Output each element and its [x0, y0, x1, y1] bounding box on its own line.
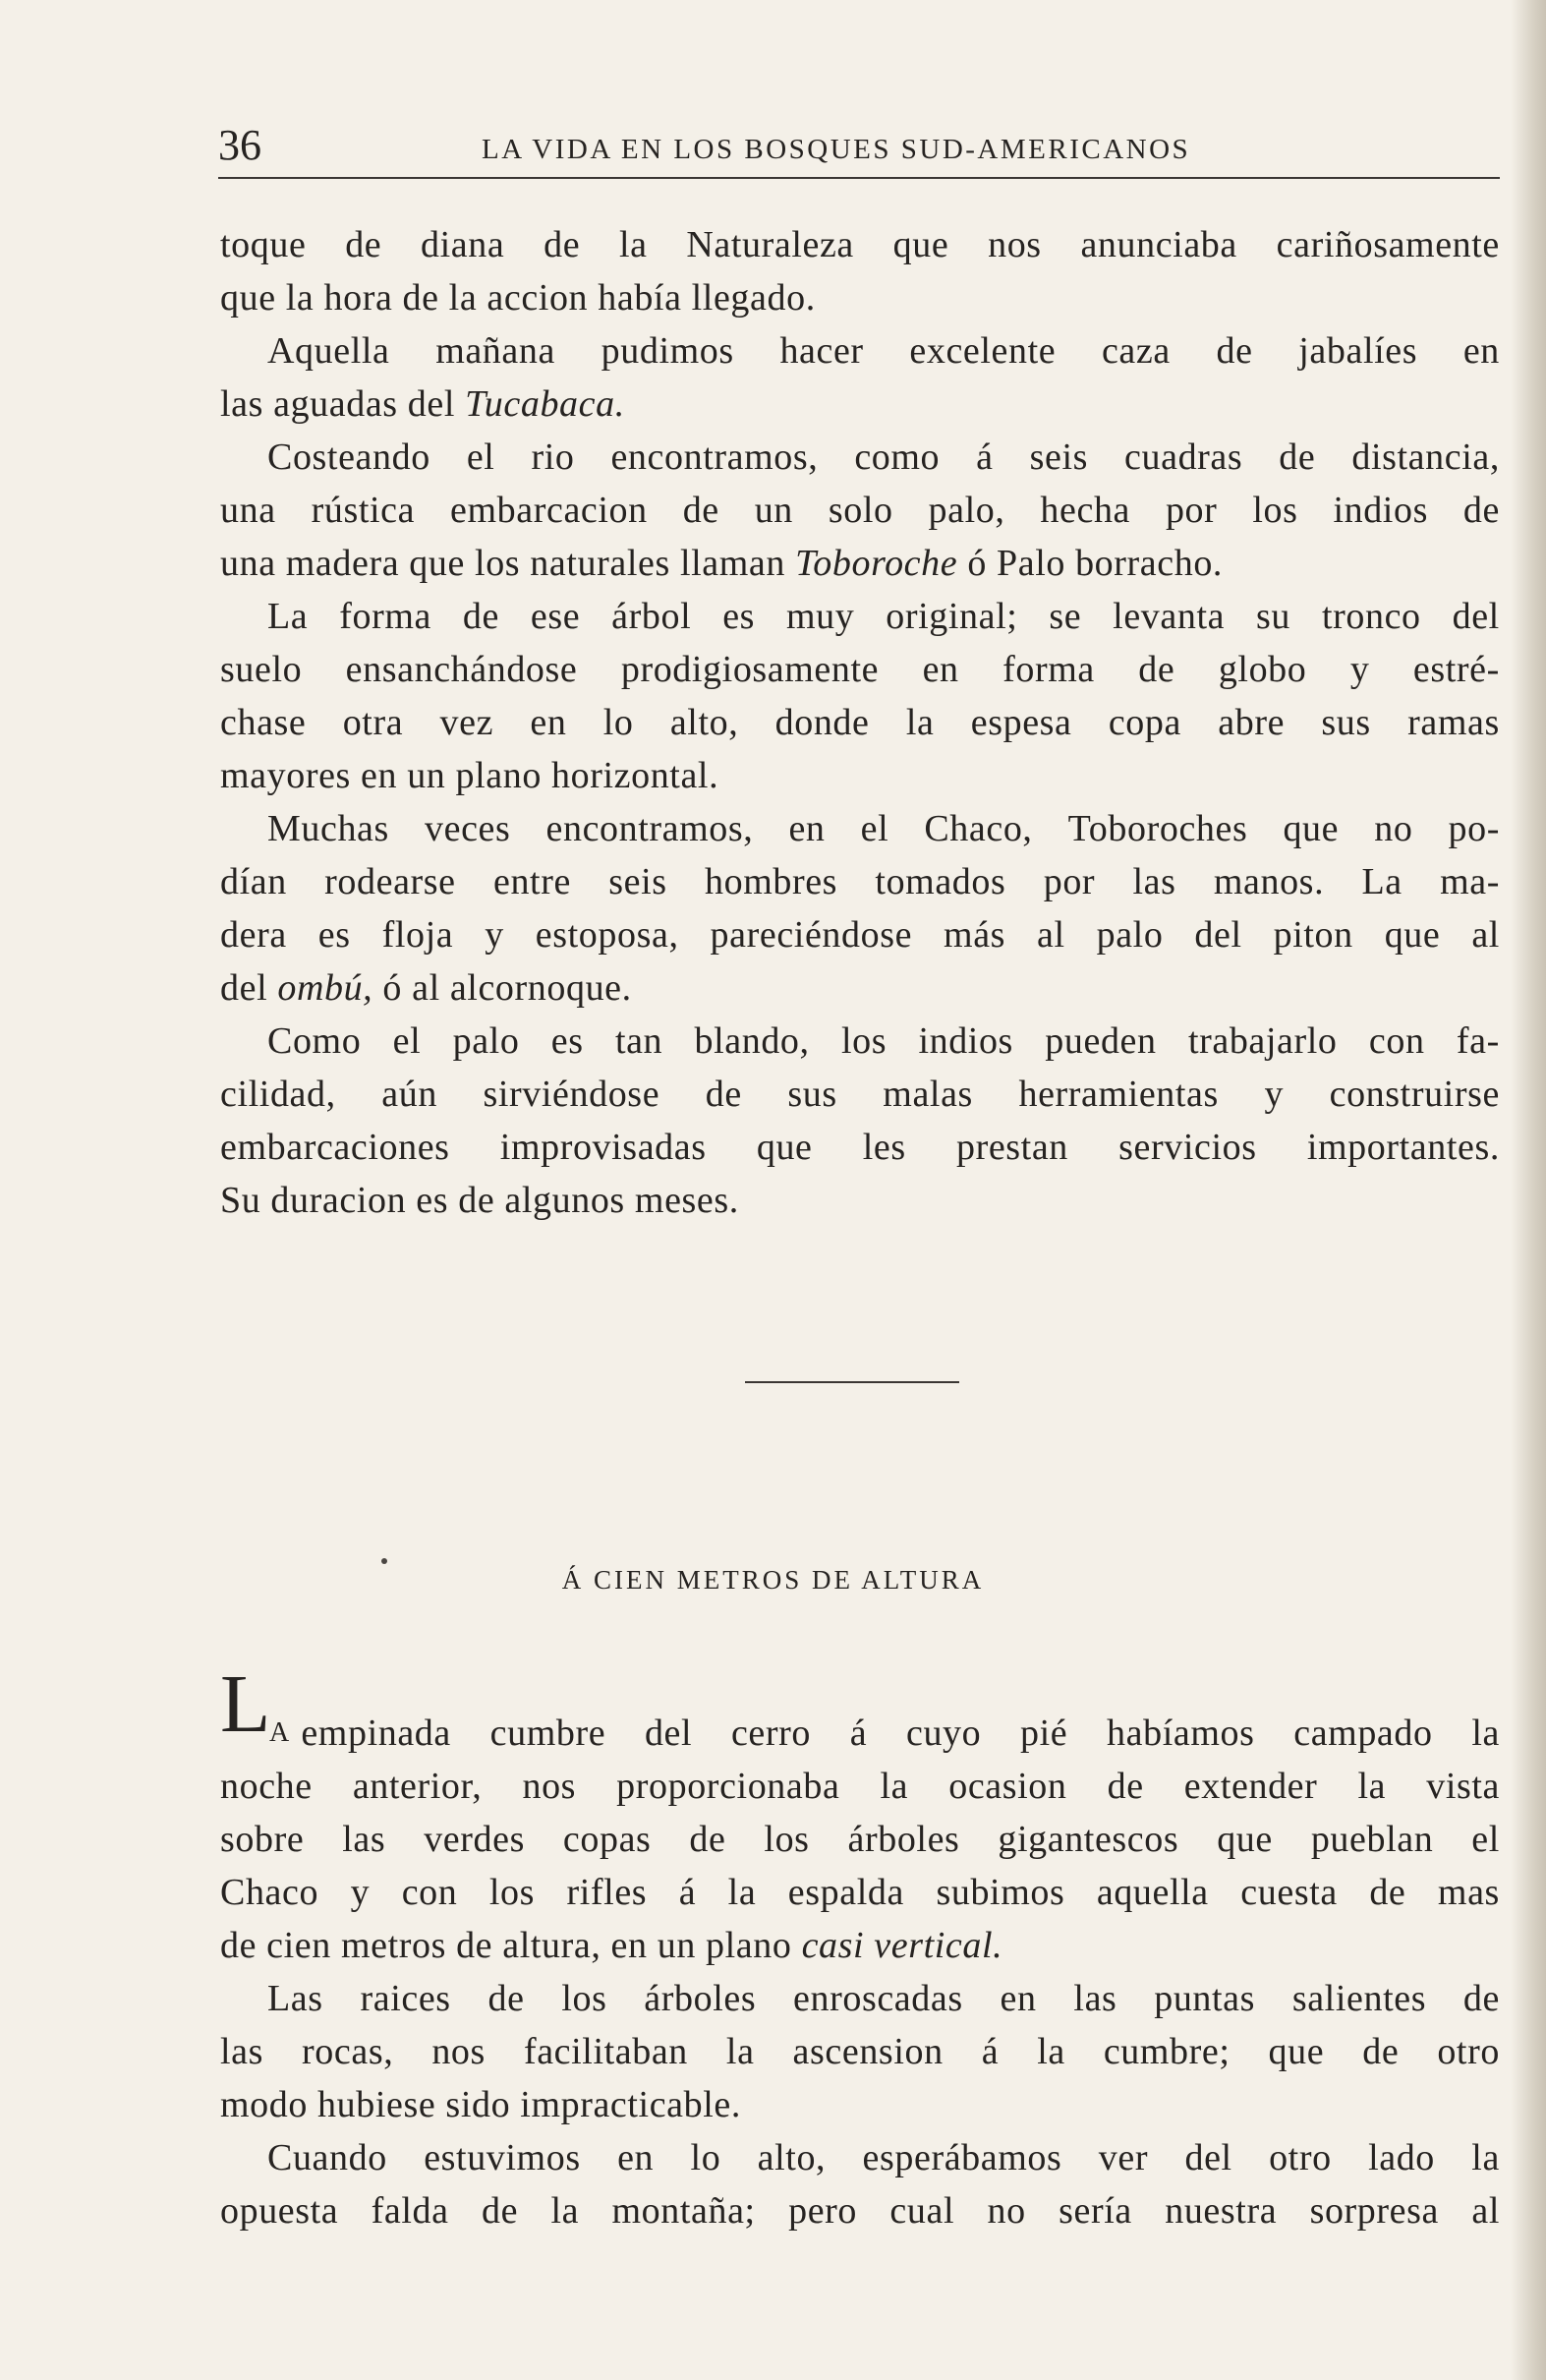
word: no: [987, 2190, 1026, 2232]
section-heading: Á CIEN METROS DE ALTURA: [561, 1565, 985, 1595]
text-line: las aguadas del Tucabaca.: [220, 377, 1500, 431]
word: ensanchándose: [345, 649, 578, 690]
word: globo: [1218, 649, 1307, 690]
word: otra: [342, 702, 404, 743]
word: el: [860, 808, 889, 849]
word: ver: [1098, 2137, 1149, 2178]
word: de: [345, 224, 382, 265]
body-text-section-1: [220, 218, 1500, 1227]
word: su: [1256, 596, 1291, 637]
word: del: [1184, 2137, 1232, 2178]
word: prestan: [955, 1127, 1068, 1168]
word: fa-: [1456, 1020, 1500, 1062]
word: La: [267, 596, 309, 637]
word: por: [1043, 861, 1096, 902]
text-line: [220, 2131, 1500, 2184]
text-line: modo hubiese sido impracticable.: [220, 2084, 741, 2125]
word: original;: [886, 596, 1018, 637]
word: ese: [530, 596, 581, 637]
word: sería: [1059, 2190, 1132, 2232]
word: de: [1279, 436, 1316, 478]
word: hacer: [779, 330, 864, 372]
word: con: [1368, 1020, 1425, 1062]
text-line: [220, 218, 1500, 271]
word: que: [756, 1127, 813, 1168]
word: las: [1132, 861, 1176, 902]
word: tan: [614, 1020, 663, 1062]
word: al: [1471, 914, 1500, 956]
word: forma: [1002, 649, 1095, 690]
word: vez: [439, 702, 494, 743]
word: pudimos: [601, 330, 734, 372]
section-divider: [745, 1381, 959, 1383]
word: rodearse: [324, 861, 456, 902]
word: dían: [220, 861, 287, 902]
word: seis: [608, 861, 667, 902]
word: de: [462, 596, 499, 637]
word: empinada: [301, 1712, 451, 1754]
italic-term: casi vertical.: [801, 1925, 1003, 1966]
word: la: [727, 1872, 757, 1913]
word: floja: [381, 914, 454, 956]
word: cilidad,: [220, 1074, 336, 1115]
word: y: [350, 1872, 371, 1913]
word: de: [1216, 330, 1253, 372]
text-line: [220, 1121, 1500, 1174]
word: de: [682, 490, 719, 531]
text-line: [220, 1866, 1500, 1919]
word: con: [401, 1872, 458, 1913]
italic-term: Tucabaca.: [465, 383, 625, 425]
word: les: [862, 1127, 906, 1168]
word: subimos: [936, 1872, 1065, 1913]
word: abre: [1218, 702, 1286, 743]
word: toque: [220, 224, 307, 265]
word: cuyo: [905, 1712, 982, 1754]
text-line: [220, 1760, 1500, 1813]
word: cual: [889, 2190, 955, 2232]
word: pero: [788, 2190, 858, 2232]
word: y: [1349, 649, 1370, 690]
word: distancia,: [1351, 436, 1500, 478]
word: espesa: [970, 702, 1072, 743]
word: nuestra: [1165, 2190, 1278, 2232]
word: otro: [1437, 2031, 1500, 2072]
word: caza: [1101, 330, 1171, 372]
word: estoposa,: [535, 914, 679, 956]
word: donde: [774, 702, 870, 743]
word: campado: [1293, 1712, 1433, 1754]
word: embarcaciones: [220, 1127, 450, 1168]
word: copas: [562, 1819, 652, 1860]
word: La: [1361, 861, 1403, 902]
word: de: [1362, 2031, 1400, 2072]
word: montaña;: [611, 2190, 756, 2232]
word: del: [1194, 914, 1242, 956]
italic-term: Toboroche: [795, 543, 958, 584]
text-line: de cien metros de altura, en un plano casi vertical.: [220, 1919, 1500, 1972]
word: la: [1471, 1712, 1500, 1754]
word: cuesta: [1240, 1872, 1338, 1913]
word: de: [1107, 1766, 1144, 1807]
word: herramientas: [1018, 1074, 1219, 1115]
page-edge-shadow: [1511, 0, 1546, 2380]
word: Muchas: [267, 808, 389, 849]
word: trabajarlo: [1187, 1020, 1338, 1062]
text-line: [220, 1068, 1500, 1121]
word: ocasion: [948, 1766, 1067, 1807]
word: la: [725, 2031, 755, 2072]
word: del: [644, 1712, 693, 1754]
word: ma-: [1440, 861, 1500, 902]
text-line: [220, 802, 1500, 855]
word: en: [530, 702, 567, 743]
word: lo: [602, 702, 634, 743]
text-line: [220, 1813, 1500, 1866]
word: de: [544, 224, 581, 265]
word: árboles: [847, 1819, 960, 1860]
text-line: que la hora de la accion había llegado.: [220, 277, 816, 319]
word: una: [220, 490, 276, 531]
word: cuadras: [1124, 436, 1243, 478]
word: noche: [220, 1766, 313, 1807]
word: jabalíes: [1298, 330, 1418, 372]
text-line: mayores en un plano horizontal.: [220, 755, 719, 796]
word: salientes: [1291, 1978, 1427, 2019]
word: nos: [522, 1766, 577, 1807]
word: á: [849, 1712, 868, 1754]
word: servicios: [1118, 1127, 1257, 1168]
word: Cuando: [267, 2137, 387, 2178]
word: Naturaleza: [686, 224, 854, 265]
body-text-section-2: [220, 1707, 1500, 2237]
word: que: [1384, 914, 1441, 956]
word: lo: [690, 2137, 721, 2178]
word: extender: [1183, 1766, 1318, 1807]
word: por: [1165, 490, 1218, 531]
word: los: [840, 1020, 888, 1062]
drop-cap: L: [220, 1658, 271, 1750]
word: el: [466, 436, 495, 478]
word: manos.: [1213, 861, 1325, 902]
word: estré-: [1412, 649, 1500, 690]
word: es: [317, 914, 351, 956]
word: sus: [1321, 702, 1371, 743]
small-caps-letter: A: [269, 1717, 292, 1748]
word: espalda: [787, 1872, 904, 1913]
word: la: [1037, 2031, 1065, 2072]
word: rústica: [311, 490, 416, 531]
word: la: [1471, 2137, 1500, 2178]
text-line: [220, 1972, 1500, 2025]
word: esperábamos: [862, 2137, 1062, 2178]
word: indios: [918, 1020, 1013, 1062]
word: pueden: [1045, 1020, 1157, 1062]
word: las: [220, 2031, 264, 2072]
word: la: [618, 224, 648, 265]
word: importantes.: [1306, 1127, 1500, 1168]
word: las: [1073, 1978, 1117, 2019]
word: mas: [1437, 1872, 1500, 1913]
word: opuesta: [220, 2190, 339, 2232]
word: Toboroches: [1067, 808, 1248, 849]
word: los: [1252, 490, 1298, 531]
word: enroscadas: [793, 1978, 963, 2019]
word: á: [981, 2031, 1000, 2072]
word: pareciéndose: [710, 914, 913, 956]
word: más: [944, 914, 1006, 956]
word: los: [764, 1819, 810, 1860]
text-line: [220, 1015, 1500, 1068]
word: vista: [1426, 1766, 1500, 1807]
word: Las: [267, 1978, 323, 2019]
word: palo: [452, 1020, 520, 1062]
word: piton: [1273, 914, 1353, 956]
word: Chaco,: [924, 808, 1033, 849]
word: anterior,: [352, 1766, 483, 1807]
word: hecha: [1040, 490, 1131, 531]
word: árboles: [644, 1978, 757, 2019]
word: levanta: [1113, 596, 1226, 637]
word: pié: [1020, 1712, 1068, 1754]
word: es: [722, 596, 756, 637]
word: lado: [1368, 2137, 1435, 2178]
word: á: [976, 436, 994, 478]
word: diana: [421, 224, 505, 265]
word: ramas: [1407, 702, 1500, 743]
word: entre: [492, 861, 571, 902]
word: cerro: [730, 1712, 811, 1754]
word: la: [905, 702, 935, 743]
word: la: [1357, 1766, 1387, 1807]
word: otro: [1269, 2137, 1332, 2178]
word: excelente: [909, 330, 1057, 372]
word: tronco: [1321, 596, 1421, 637]
word: veces: [425, 808, 511, 849]
text-line: del ombú, ó al alcornoque.: [220, 961, 1500, 1015]
word: de: [1369, 1872, 1406, 1913]
word: rifles: [566, 1872, 648, 1913]
word: rocas,: [302, 2031, 394, 2072]
word: tomados: [875, 861, 1006, 902]
word: los: [488, 1872, 536, 1913]
word: al: [1037, 914, 1065, 956]
word: la: [880, 1766, 909, 1807]
word: anunciaba: [1080, 224, 1237, 265]
word: facilitaban: [523, 2031, 688, 2072]
word: Costeando: [267, 436, 430, 478]
word: solo: [828, 490, 893, 531]
text-line: una madera que los naturales llaman Toboroche ó Palo borracho.: [220, 537, 1500, 590]
word: dera: [220, 914, 287, 956]
text-line: [220, 643, 1500, 696]
text-line: [220, 590, 1500, 643]
word: en: [922, 649, 959, 690]
print-speck: [381, 1558, 387, 1564]
word: sobre: [220, 1819, 305, 1860]
word: un: [754, 490, 793, 531]
word: Chaco: [220, 1872, 319, 1913]
word: que: [1283, 808, 1340, 849]
word: palo,: [928, 490, 1005, 531]
word: sorpresa: [1309, 2190, 1439, 2232]
word: alto,: [669, 702, 739, 743]
word: suelo: [220, 649, 303, 690]
word: seis: [1029, 436, 1089, 478]
text-line: [220, 1707, 1500, 1760]
word: nos: [988, 224, 1042, 265]
word: en: [1000, 1978, 1037, 2019]
word: encontramos,: [545, 808, 754, 849]
italic-term: ombú,: [277, 967, 373, 1009]
word: improvisadas: [499, 1127, 707, 1168]
word: falda: [371, 2190, 449, 2232]
word: de: [705, 1074, 742, 1115]
word: de: [1462, 490, 1500, 531]
word: al: [1471, 2190, 1500, 2232]
word: construirse: [1329, 1074, 1500, 1115]
word: embarcacion: [450, 490, 648, 531]
word: gigantescos: [998, 1819, 1179, 1860]
word: cariñosamente: [1276, 224, 1500, 265]
word: de: [487, 1978, 525, 2019]
word: es: [550, 1020, 584, 1062]
text-line: [220, 2184, 1500, 2237]
running-header: [218, 118, 1500, 179]
text-line: [220, 2025, 1500, 2078]
text-line: [220, 855, 1500, 908]
word: cumbre: [489, 1712, 606, 1754]
word: malas: [883, 1074, 973, 1115]
word: hombres: [705, 861, 838, 902]
word: en: [617, 2137, 655, 2178]
word: árbol: [611, 596, 692, 637]
word: del: [1452, 596, 1500, 637]
word: el: [1471, 1819, 1500, 1860]
word: que: [1217, 1819, 1273, 1860]
word: indios: [1333, 490, 1428, 531]
word: aquella: [1096, 1872, 1209, 1913]
word: habíamos: [1107, 1712, 1255, 1754]
word: de: [1138, 649, 1175, 690]
word: palo: [1096, 914, 1164, 956]
word: muy: [785, 596, 855, 637]
word: como: [854, 436, 941, 478]
word: las: [342, 1819, 386, 1860]
text-line: [220, 324, 1500, 377]
word: raices: [360, 1978, 451, 2019]
word: la: [550, 2190, 580, 2232]
word: ascension: [792, 2031, 944, 2072]
word: nos: [431, 2031, 486, 2072]
word: puntas: [1154, 1978, 1256, 2019]
word: y: [485, 914, 504, 956]
word: en: [788, 808, 826, 849]
word: prodigiosamente: [620, 649, 880, 690]
word: rio: [531, 436, 575, 478]
word: los: [561, 1978, 607, 2019]
text-line: [220, 696, 1500, 749]
word: que: [1268, 2031, 1325, 2072]
word: pueblan: [1310, 1819, 1434, 1860]
word: que: [892, 224, 949, 265]
word: de: [482, 2190, 519, 2232]
word: Aquella: [267, 330, 390, 372]
word: copa: [1108, 702, 1181, 743]
word: proporcionaba: [616, 1766, 840, 1807]
word: de: [689, 1819, 726, 1860]
word: sirviéndose: [483, 1074, 660, 1115]
word: no: [1374, 808, 1413, 849]
word: blando,: [694, 1020, 810, 1062]
word: en: [1462, 330, 1500, 372]
word: se: [1049, 596, 1082, 637]
word: el: [392, 1020, 422, 1062]
text-line: [220, 431, 1500, 484]
word: chase: [220, 702, 307, 743]
word: sus: [787, 1074, 837, 1115]
running-title: LA VIDA EN LOS BOSQUES SUD-AMERICANOS: [482, 134, 1191, 165]
word: cumbre;: [1103, 2031, 1231, 2072]
page-number: 36: [218, 121, 261, 169]
word: aún: [381, 1074, 437, 1115]
word: mañana: [435, 330, 555, 372]
word: y: [1264, 1074, 1285, 1115]
word: estuvimos: [424, 2137, 581, 2178]
text-line: [220, 484, 1500, 537]
word: verdes: [424, 1819, 525, 1860]
text-line: [220, 908, 1500, 961]
word: encontramos,: [610, 436, 819, 478]
word: forma: [339, 596, 431, 637]
word: alto,: [757, 2137, 827, 2178]
word: á: [678, 1872, 697, 1913]
text-line: Su duracion es de algunos meses.: [220, 1180, 739, 1221]
word: po-: [1448, 808, 1500, 849]
word: Como: [267, 1020, 362, 1062]
word: de: [1462, 1978, 1500, 2019]
